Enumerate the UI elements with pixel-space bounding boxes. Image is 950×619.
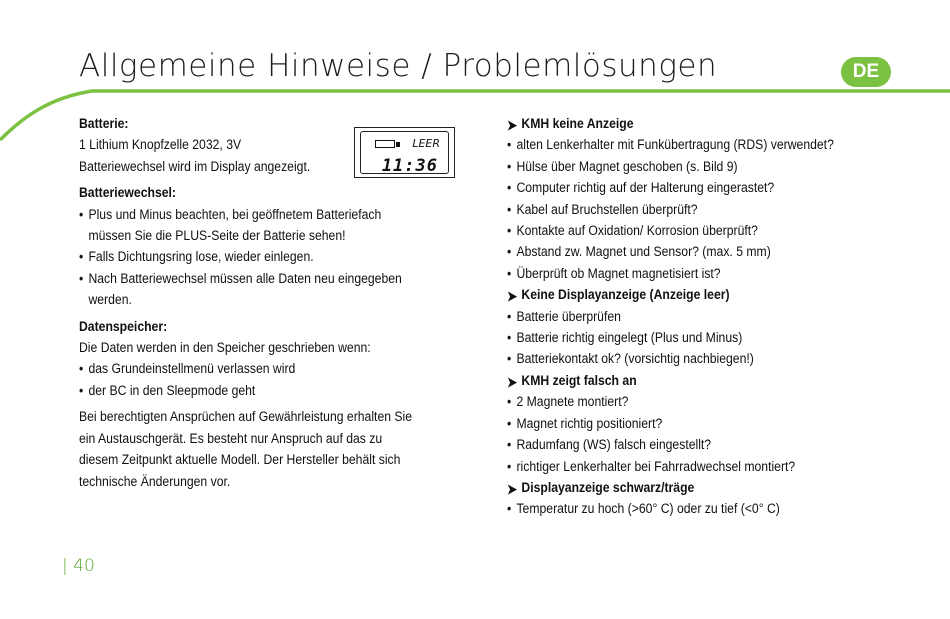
display-time: 11:36 [381, 156, 438, 176]
list-item: • Kontakte auf Oxidation/ Korrosion überprüft? [507, 221, 898, 242]
list-item: • richtiger Lenkerhalter bei Fahrradwechsel montiert? [507, 457, 898, 478]
list-item: • Batteriekontakt ok? (vorsichtig nachbiegen!) [507, 349, 898, 370]
troubleshoot-list [507, 499, 898, 520]
section-heading [507, 114, 898, 135]
display-leer-text: LEER [412, 137, 440, 150]
troubleshoot-list [507, 135, 898, 285]
language-badge: DE [841, 57, 891, 87]
list-item: • das Grundeinstellmenü verlassen wird [79, 359, 419, 380]
list-item: • Kabel auf Bruchstellen überprüft? [507, 200, 898, 221]
right-column [507, 114, 898, 521]
arrow-right-icon: ➤ [507, 116, 518, 133]
list-item: • Nach Batteriewechsel müssen alle Daten neu eingegeben werden. [79, 269, 419, 312]
section-title: KMH zeigt falsch an [521, 372, 637, 389]
battery-change-list [79, 205, 419, 312]
list-item: • Überprüft ob Magnet magnetisiert ist? [507, 264, 898, 285]
battery-change-heading: Batteriewechsel: [79, 185, 176, 202]
memory-list [79, 359, 419, 402]
list-item: • Magnet richtig positioniert? [507, 414, 898, 435]
warranty-text: Bei berechtigten Ansprüchen auf Gewährleistung erhalten Sie ein Austauschgerät. Es besteht nur Anspruch auf das zu diesem Zeitpunkt aktuelle Modell. Der Hersteller behält sich technische Änderungen vor. [79, 409, 413, 490]
battery-spec: 1 Lithium Knopfzelle 2032, 3V [79, 137, 242, 154]
arrow-right-icon: ➤ [507, 480, 518, 497]
battery-display-note: Batteriewechsel wird im Display angezeigt. [79, 158, 311, 175]
troubleshoot-list [507, 392, 898, 478]
section-title: Displayanzeige schwarz/träge [521, 479, 695, 496]
section-title: KMH keine Anzeige [521, 116, 634, 132]
arrow-right-icon: ➤ [507, 373, 518, 390]
list-item: • Plus und Minus beachten, bei geöffnetem Batteriefach müssen Sie die PLUS-Seite der Batterie sehen! [79, 205, 419, 248]
arrow-right-icon: ➤ [507, 287, 518, 304]
list-item: • Hülse über Magnet geschoben (s. Bild 9) [507, 157, 898, 178]
left-column [79, 114, 419, 493]
troubleshoot-list [507, 307, 898, 371]
list-item: • 2 Magnete montiert? [507, 392, 898, 413]
list-item: • der BC in den Sleepmode geht [79, 381, 419, 402]
section-heading [507, 285, 898, 306]
list-item: • Computer richtig auf der Halterung eingerastet? [507, 178, 898, 199]
memory-intro: Die Daten werden in den Speicher geschrieben wenn: [79, 340, 371, 357]
list-item: • Radumfang (WS) falsch eingestellt? [507, 435, 898, 456]
section-heading [507, 478, 898, 499]
list-item: • Batterie richtig eingelegt (Plus und Minus) [507, 328, 898, 349]
memory-heading: Datenspeicher: [79, 318, 168, 335]
battery-heading: Batterie: [79, 116, 129, 132]
list-item: • Falls Dichtungsring lose, wieder einlegen. [79, 247, 419, 268]
section-title: Keine Displayanzeige (Anzeige leer) [521, 287, 730, 304]
list-item: • Temperatur zu hoch (>60° C) oder zu tief (<0° C) [507, 499, 898, 520]
list-item: • Abstand zw. Magnet und Sensor? (max. 5 mm) [507, 242, 898, 263]
page-number: | 40 [62, 556, 95, 576]
list-item: • alten Lenkerhalter mit Funkübertragung (RDS) verwendet? [507, 135, 898, 156]
page-title: Allgemeine Hinweise / Problemlösungen [79, 48, 718, 84]
list-item: • Batterie überprüfen [507, 307, 898, 328]
section-heading [507, 371, 898, 392]
